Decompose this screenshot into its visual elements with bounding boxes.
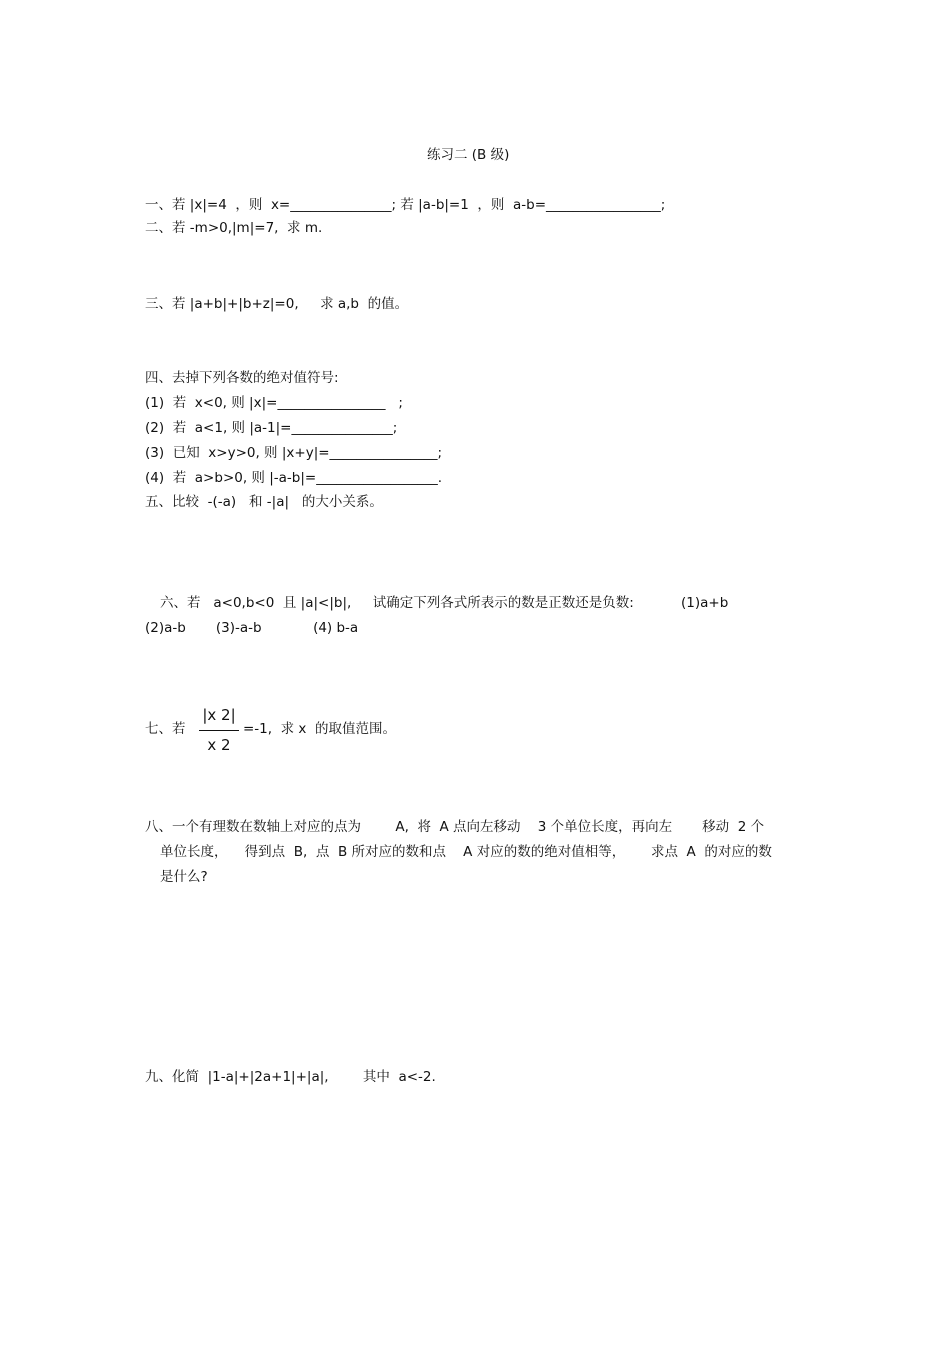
- question-4-stem: 四、去掉下列各数的绝对值符号:: [145, 370, 339, 386]
- question-1: 一、若 |x|=4 ，则 x=_______________; 若 |a-b|=1 ，则 a-b=_________________;: [145, 197, 666, 213]
- fraction-bar: [199, 730, 239, 731]
- question-8-line-3: 是什么?: [160, 869, 208, 885]
- fraction-denominator: x 2: [207, 736, 231, 754]
- question-7-prefix: 七、若: [145, 721, 186, 737]
- fraction-numerator: |x 2|: [202, 706, 236, 724]
- question-8-line-2: 单位长度， 得到点 B, 点 B 所对应的数和点 A 对应的数的绝对值相等， 求点 A 的对应的数: [160, 844, 772, 860]
- question-7-suffix: =-1, 求 x 的取值范围。: [243, 721, 397, 737]
- question-5: 五、比较 -(-a) 和 -|a| 的大小关系。: [145, 494, 383, 510]
- question-2: 二、若 -m>0,|m|=7, 求 m.: [145, 220, 323, 236]
- question-6-line-1: 六、若 a<0,b<0 且 |a|<|b|, 试确定下列各式所表示的数是正数还是负数: (1)a+b: [160, 595, 729, 611]
- question-4-item-1: (1) 若 x<0, 则 |x|=________________ ;: [145, 395, 403, 411]
- question-6-line-2: (2)a-b (3)-a-b (4) b-a: [145, 620, 359, 636]
- question-4-item-2: (2) 若 a<1, 则 |a-1|=_______________;: [145, 420, 398, 436]
- question-3: 三、若 |a+b|+|b+z|=0, 求 a,b 的值。: [145, 296, 409, 312]
- question-4-item-3: (3) 已知 x>y>0, 则 |x+y|=________________;: [145, 445, 443, 461]
- question-8-line-1: 八、一个有理数在数轴上对应的点为 A, 将 A 点向左移动 3 个单位长度，再向左 移动 2 个: [145, 819, 765, 835]
- question-9: 九、化简 |1-a|+|2a+1|+|a|, 其中 a<-2.: [145, 1069, 436, 1085]
- question-7-fraction: [197, 704, 241, 754]
- question-4-item-4: (4) 若 a>b>0, 则 |-a-b|=__________________.: [145, 470, 442, 486]
- page-title: 练习二 (B 级): [427, 147, 510, 163]
